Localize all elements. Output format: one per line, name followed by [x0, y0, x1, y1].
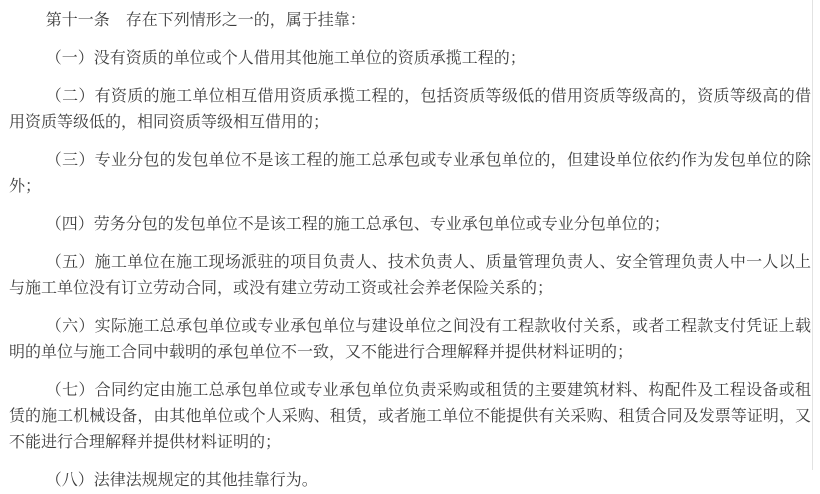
clause-item-5: （五）施工单位在施工现场派驻的项目负责人、技术负责人、质量管理负责人、安全管理负责人中一人以上与施工单位没有订立劳动合同，或没有建立劳动工资或社会养老保险关系的；	[9, 254, 811, 297]
article-heading: 第十一条 存在下列情形之一的，属于挂靠：	[45, 12, 366, 29]
clause-item-6: （六）实际施工总承包单位或专业承包单位与建设单位之间没有工程款收付关系，或者工程款支付凭证上载明的单位与施工合同中载明的承包单位不一致，又不能进行合理解释并提供材料证明的；	[9, 318, 811, 361]
article-body	[9, 8, 811, 494]
clause-item-8: （八）法律法规规定的其他挂靠行为。	[45, 472, 318, 489]
clause-item-4: （四）劳务分包的发包单位不是该工程的施工总承包、专业承包单位或专业分包单位的；	[45, 216, 670, 233]
clause-item-7: （七）合同约定由施工总承包单位或专业承包单位负责采购或租赁的主要建筑材料、构配件及工程设备或租赁的施工机械设备，由其他单位或个人采购、租赁，或者施工单位不能提供有关采购、租赁合同及发票等证明，又不能进行合理解释并提供材料证明的；	[9, 382, 811, 451]
clause-item-1: （一）没有资质的单位或个人借用其他施工单位的资质承揽工程的；	[45, 50, 526, 67]
content-right-border	[812, 0, 813, 470]
clause-item-3: （三）专业分包的发包单位不是该工程的施工总承包或专业承包单位的，但建设单位依约作为发包单位的除外；	[9, 152, 811, 195]
clause-item-2: （二）有资质的施工单位相互借用资质承揽工程的，包括资质等级低的借用资质等级高的，资质等级高的借用资质等级低的，相同资质等级相互借用的；	[9, 88, 811, 131]
